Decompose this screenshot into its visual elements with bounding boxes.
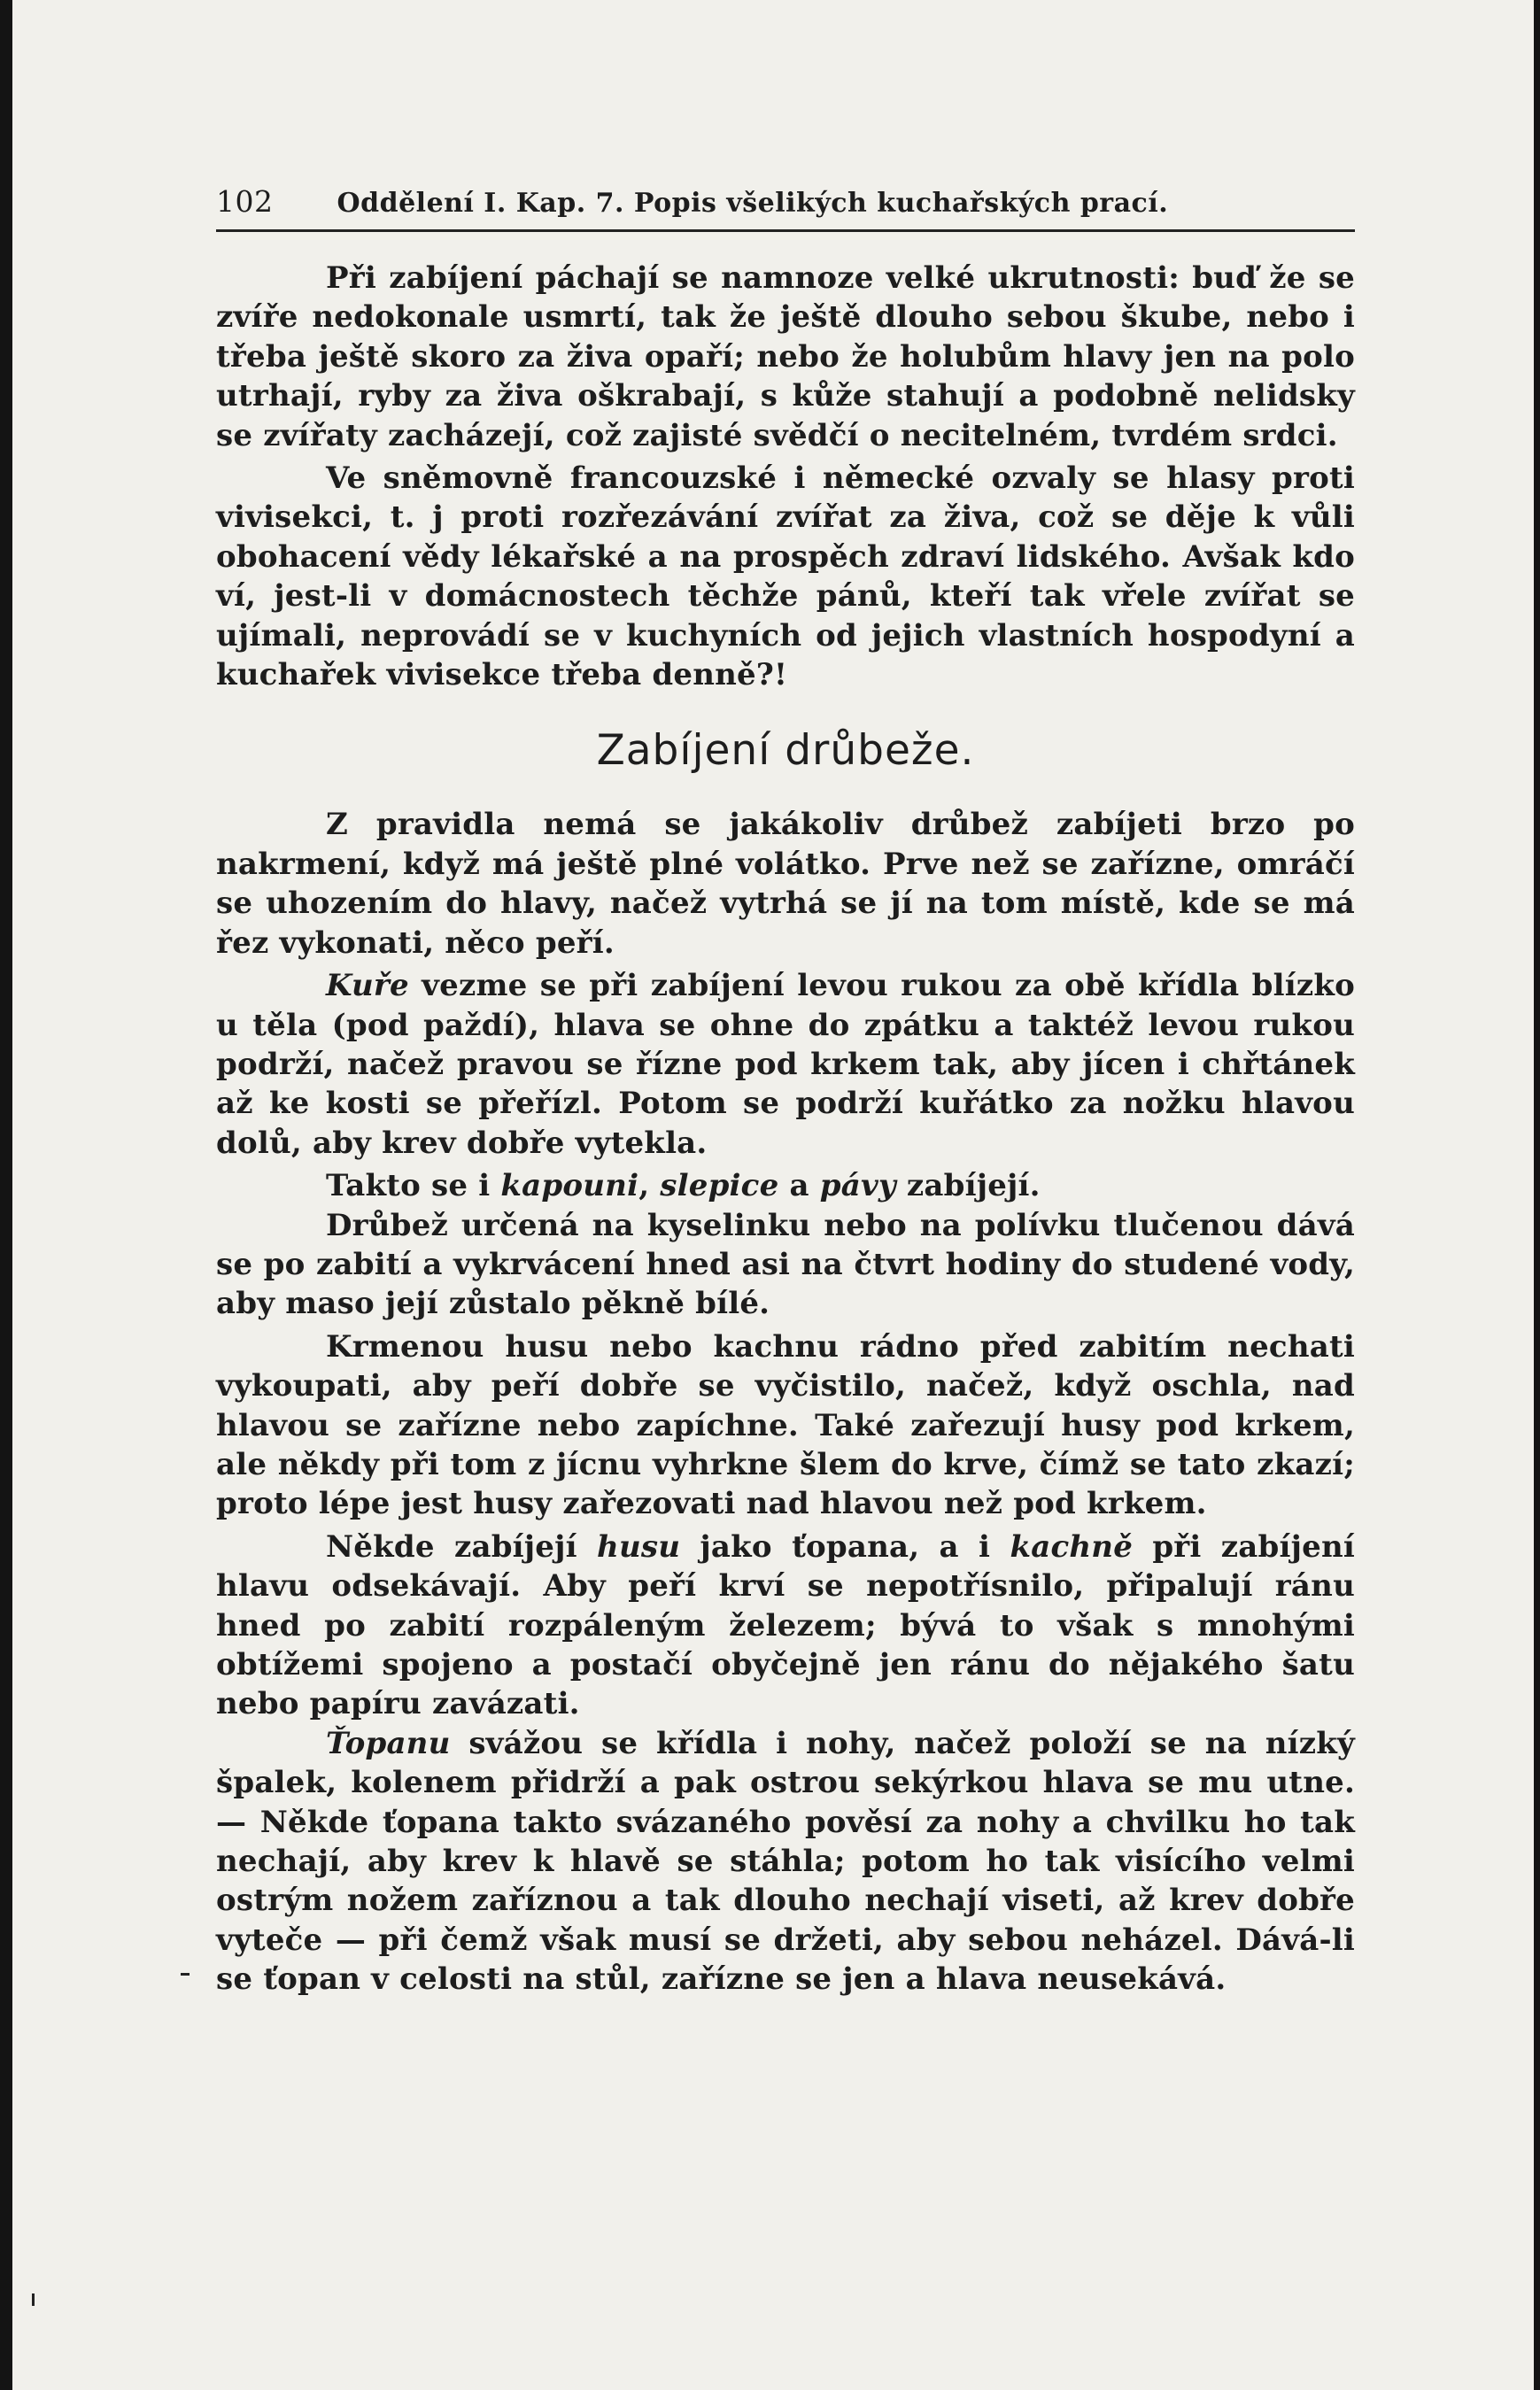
paragraph-nekde <box>216 1528 1355 1724</box>
paragraph-kure <box>216 966 1355 1163</box>
paragraph-topanu <box>216 1724 1355 1999</box>
running-title: Oddělení I. Kap. 7. Popis všelikých kuchařských prací. <box>337 188 1169 219</box>
topanu-italic: Ťopanu <box>326 1725 451 1761</box>
takto-text-d: zabíjejí. <box>895 1168 1041 1204</box>
nekde-italic-husu: husu <box>597 1528 681 1565</box>
nekde-text-c: při zabíjení hlavu odsekávají. Aby peří krví se nepotřísnilo, připalují ránu hned po zabití rozpáleným železem; bývá to však s mnohými obtížemi spojeno a postačí obyčejně jen ránu do nějakého šatu nebo papíru zavázati. <box>216 1528 1356 1722</box>
takto-text-c: a <box>778 1168 820 1204</box>
takto-text-b: , <box>638 1168 661 1204</box>
topanu-text: svážou se křídla i nohy, načež položí se na nízký špalek, kolenem přidrží a pak ostrou sekýrkou hlava se mu utne. — Někde ťopana takto svázaného pověsí za nohy a chvilku ho tak nechají, aby krev k hlavě se stáhla; potom ho tak visícího velmi ostrým nožem zaříznou a tak dlouho nechají viseti, až krev dobře vyteče — při čemž však musí se držeti, aby sebou neházel. Dává-li se ťopan v celosti na stůl, zařízne se jen a hlava neusekává. <box>216 1725 1355 1998</box>
paragraph-takto <box>216 1166 1355 1205</box>
takto-text-a: Takto se i <box>326 1168 501 1204</box>
paragraph-intro-2: Ve sněmovně francouzské i německé ozvaly se hlasy proti vivisekci, t. j proti rozřezávání zvířat za živa, což se děje k vůli obohacení vědy lékařské a na prospěch zdraví lidského. Avšak kdo ví, jest-li v domácnostech těchže pánů, kteří tak vřele zvířat se ujímali, neprovádí se v kuchyních od jejich vlastních hospodyní a kuchařek vivisekce třeba denně?! <box>216 460 1355 693</box>
page-number: 102 <box>216 184 274 219</box>
kure-text: vezme se při zabíjení levou rukou za obě křídla blízko u těla (pod paždí), hlava se ohne do zpátku a taktéž levou rukou podrží, načež pravou se řízne pod krkem tak, aby jícen i chřtánek až ke kosti se přeřízl. Potom se podrží kuřátko za nožku hlavou dolů, aby krev dobře vytekla. <box>216 968 1355 1161</box>
takto-italic-pavy: pávy <box>819 1168 896 1204</box>
paragraph-krmenou: Krmenou husu nebo kachnu rádno před zabitím nechati vykoupati, aby peří dobře se vyčistilo, načež, když oschla, nad hlavou se zaříznе nebo zapíchne. Také zařezují husy pod krkem, ale někdy při tom z jícnu vyhrkne šlem do krve, čímž se tato zkazí; proto lépe jest husy zařezovati nad hlavou než pod krkem. <box>216 1328 1355 1522</box>
book-page <box>12 0 1534 2390</box>
nekde-text-b: jako ťopana, a i <box>680 1528 1010 1565</box>
nekde-italic-kachne: kachně <box>1010 1528 1134 1565</box>
scan-speck <box>181 1973 190 1976</box>
paragraph-drubez: Drůbež určená na kyselinku nebo na polívku tlučenou dává se po zabití a vykrvácení hned asi na čtvrt hodiny do studené vody, aby maso její zůstalo pěkně bílé. <box>216 1207 1355 1322</box>
takto-italic-kapouni: kapouni <box>500 1168 639 1204</box>
kure-italic: Kuře <box>326 968 409 1004</box>
nekde-text-a: Někde zabíjejí <box>326 1528 598 1565</box>
takto-italic-slepice: slepice <box>660 1168 779 1204</box>
scan-speck <box>32 2293 35 2306</box>
paragraph-z-pravidla: Z pravidla nemá se jakákoliv drůbež zabíjeti brzo po nakrmení, když má ještě plné volátko. Prve než se zařízne, omráčí se uhozením do hlavy, načež vytrhá se jí na tom místě, kde se má řez vykonati, něco peří. <box>216 807 1355 961</box>
running-header <box>216 184 1355 232</box>
body-text <box>216 259 1355 1999</box>
paragraph-intro-1: Při zabíjení páchají se namnoze velké ukrutnosti: buď že se zvíře nedokonale usmrtí, tak že ještě dlouho sebou škube, nebo i třeba ještě skoro za živa opaří; nebo že holubům hlavy jen na polo utrhají, ryby za živa oškrabají, s kůže stahují a podobně nelidsky se zvířaty zacházejí, což zajisté svědčí o necitelném, tvrdém srdci. <box>216 260 1355 453</box>
section-title: Zabíjení drůbeže. <box>596 726 975 776</box>
